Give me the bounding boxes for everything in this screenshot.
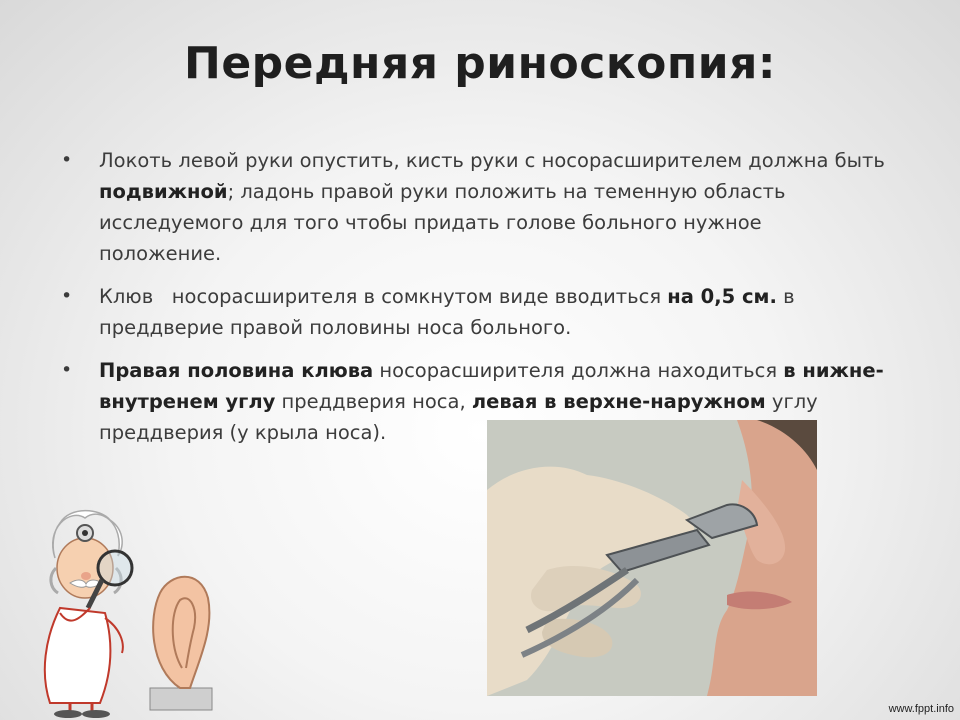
bold-segment: Правая половина клюва bbox=[99, 359, 374, 382]
text-segment: Клюв носорасширителя в сомкнутом виде вводиться bbox=[99, 285, 668, 308]
footer-url: www.fppt.info bbox=[888, 703, 954, 715]
bold-segment: на 0,5 см. bbox=[667, 285, 777, 308]
bold-segment: в нижне-внутренем углу bbox=[99, 359, 884, 413]
bold-segment: подвижной bbox=[99, 180, 228, 203]
text-segment: углу преддверия (у крыла носа). bbox=[99, 390, 818, 444]
rhinoscopy-photo bbox=[487, 420, 817, 696]
bullet-marker: • bbox=[61, 285, 73, 307]
doctor-cartoon-illustration bbox=[30, 488, 230, 718]
bullet-text-2 bbox=[99, 285, 795, 339]
slide-title: Передняя риноскопия: bbox=[184, 38, 776, 89]
text-segment: преддверия носа, bbox=[275, 390, 472, 413]
text-segment: в преддверие правой половины носа больного. bbox=[99, 285, 795, 339]
bullet-item-1 bbox=[58, 145, 888, 269]
text-segment: носорасширителя должна находиться bbox=[373, 359, 784, 382]
bullet-list bbox=[58, 145, 888, 460]
bullet-item-2 bbox=[58, 281, 888, 343]
text-segment: Локоть левой руки опустить, кисть руки с носорасширителем должна быть bbox=[99, 149, 885, 172]
bullet-marker: • bbox=[61, 359, 73, 381]
bullet-marker: • bbox=[61, 149, 73, 171]
text-segment: ; ладонь правой руки положить на теменную область исследуемого для того чтобы придать голове больного нужное положение. bbox=[99, 180, 786, 265]
bold-segment: левая в верхне-наружном bbox=[471, 390, 766, 413]
bullet-text-1 bbox=[99, 149, 885, 265]
